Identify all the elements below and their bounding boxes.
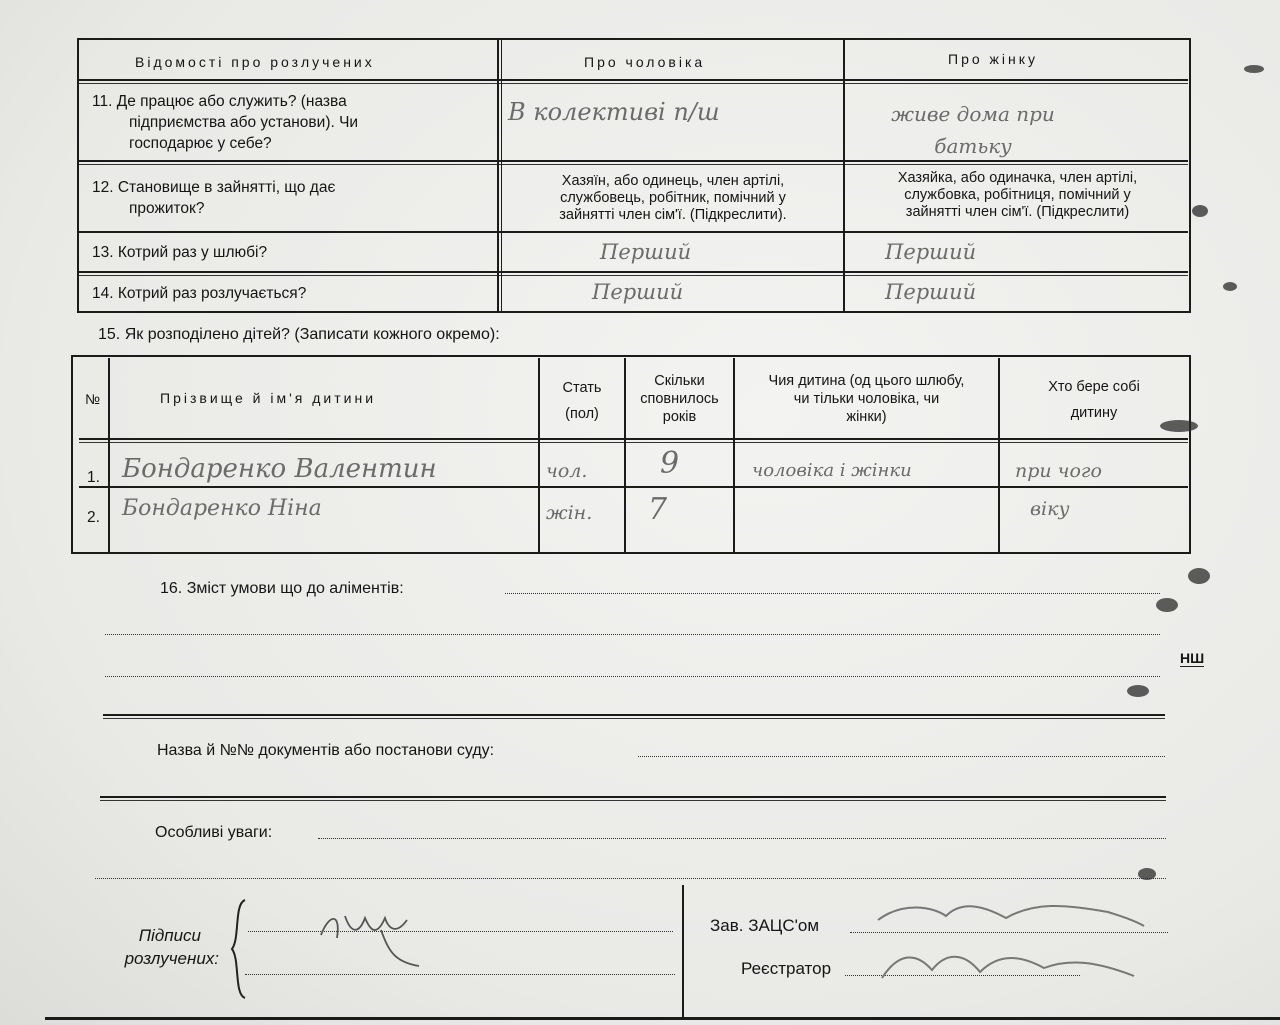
notes-line bbox=[318, 838, 1166, 839]
page-bottom-rule bbox=[45, 1017, 1280, 1020]
alimony-line bbox=[105, 676, 1160, 677]
child-name-handwritten: Бондаренко Ніна bbox=[122, 496, 322, 521]
row-divider bbox=[79, 231, 1188, 233]
header-about-wife: Про жінку bbox=[948, 51, 1039, 67]
head-signature bbox=[872, 892, 1152, 997]
child-age-handwritten: 7 bbox=[648, 492, 668, 527]
curly-brace bbox=[228, 898, 248, 1000]
col-child-name-header: Прізвище й ім'я дитини bbox=[160, 390, 377, 406]
row12-wife-options: Хазяйка, або одиначка, член артілі, службовка, робітниця, помічний у зайнятті член сім'ї. (Підкреслити) bbox=[897, 170, 1138, 220]
section-rule bbox=[100, 796, 1166, 798]
ink-blot bbox=[1192, 205, 1208, 217]
col-who-takes-header: Хто бере собі дитину bbox=[1048, 379, 1140, 421]
row14-label: 14. Котрий раз розлучається? bbox=[92, 285, 307, 302]
ink-blot bbox=[1160, 420, 1198, 432]
row14-husband-handwritten: Перший bbox=[592, 280, 684, 304]
children-row-divider bbox=[79, 486, 1188, 488]
alimony-label: 16. Зміст умови що до аліментів: bbox=[160, 580, 404, 597]
signature-line-husband bbox=[248, 931, 673, 932]
ink-blot bbox=[1156, 598, 1178, 612]
col-whose-child-header: Чия дитина (од цього шлюбу, чи тільки чоловіка, чи жінки) bbox=[768, 373, 965, 425]
col-sex-header: Стать (пол) bbox=[562, 380, 602, 422]
signature-block-divider bbox=[682, 885, 684, 1020]
ink-blot bbox=[1223, 282, 1237, 291]
child-age-handwritten: 9 bbox=[660, 446, 680, 481]
child-takes-handwritten: при чого bbox=[1015, 460, 1102, 482]
col-number-header: № bbox=[85, 391, 101, 407]
notes-label: Особливі уваги: bbox=[155, 824, 273, 841]
divorced-signatures-label: Підписи розлучених: bbox=[124, 926, 219, 968]
documents-label: Назва й №№ документів або постанови суду: bbox=[157, 742, 495, 759]
ink-blot bbox=[1244, 65, 1264, 73]
column-divider bbox=[497, 40, 499, 312]
ink-blot bbox=[1138, 868, 1156, 880]
row11-husband-handwritten: В колективі п/ш bbox=[508, 98, 720, 126]
children-header-divider bbox=[79, 438, 1188, 440]
documents-line bbox=[638, 756, 1165, 757]
alimony-line bbox=[505, 593, 1160, 594]
child-row-number: 1. bbox=[87, 469, 100, 486]
child-sex-handwritten: чол. bbox=[546, 460, 588, 482]
section15-title: 15. Як розподілено дітей? (Записати кожного окремо): bbox=[98, 326, 500, 343]
column-divider bbox=[843, 40, 845, 312]
signature-line-wife bbox=[245, 974, 675, 975]
row13-label: 13. Котрий раз у шлюбі? bbox=[92, 244, 268, 261]
ink-blot bbox=[1188, 568, 1210, 584]
child-whose-handwritten: чоловіка і жінки bbox=[752, 460, 912, 481]
ink-blot bbox=[1127, 685, 1149, 697]
head-of-registry-label: Зав. ЗАЦС'ом bbox=[710, 916, 820, 935]
stamp-fragment: НШ bbox=[1180, 650, 1205, 666]
row13-wife-handwritten: Перший bbox=[885, 240, 977, 264]
row11-label: 11. Де працює або служить? (назва підприємства або установи). Чи господарює у себе? bbox=[92, 93, 359, 152]
child-takes-handwritten: віку bbox=[1030, 498, 1070, 520]
husband-signature bbox=[315, 900, 430, 970]
child-name-handwritten: Бондаренко Валентин bbox=[122, 454, 437, 484]
row-divider bbox=[79, 271, 1188, 273]
children-col-divider bbox=[108, 358, 110, 552]
row13-husband-handwritten: Перший bbox=[600, 240, 692, 264]
row14-wife-handwritten: Перший bbox=[885, 280, 977, 304]
child-row-number: 2. bbox=[87, 509, 100, 526]
table-header-divider bbox=[79, 79, 1188, 81]
header-divorced-info: Відомості про розлучених bbox=[135, 54, 375, 70]
row12-husband-options: Хазяїн, або одинець, член артілі, службовець, робітник, помічний у зайнятті член сім'ї. (Підкреслити). bbox=[559, 173, 787, 223]
child-sex-handwritten: жін. bbox=[546, 502, 593, 524]
alimony-line bbox=[105, 634, 1160, 635]
section-rule bbox=[103, 714, 1165, 716]
header-about-husband: Про чоловіка bbox=[584, 54, 706, 70]
row11-wife-handwritten: живе дома при батьку bbox=[891, 102, 1055, 158]
col-age-header: Скільки сповнилось років bbox=[640, 373, 719, 425]
registrar-label: Реєстратор bbox=[741, 959, 832, 978]
notes-line bbox=[95, 878, 1166, 879]
row12-label: 12. Становище в зайнятті, що дає прожиток? bbox=[92, 179, 336, 217]
